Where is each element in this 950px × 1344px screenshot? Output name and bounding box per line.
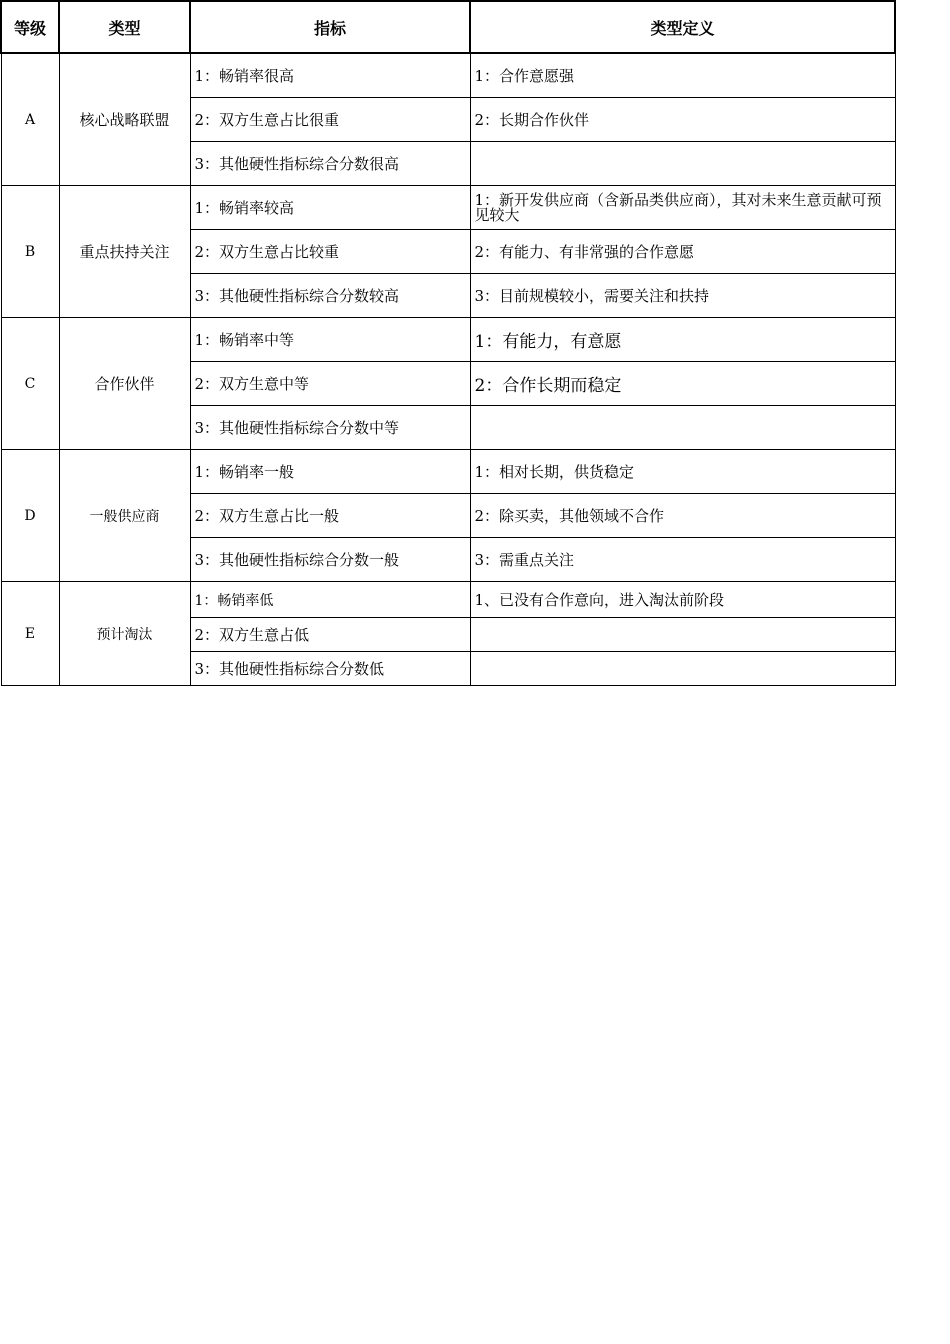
- indicator-cell: 2：双方生意占低: [190, 618, 470, 652]
- definition-cell: [470, 142, 895, 186]
- indicator-cell: 1：畅销率较高: [190, 186, 470, 230]
- indicator-cell: 1：畅销率一般: [190, 450, 470, 494]
- definition-cell: 1：合作意愿强: [470, 53, 895, 98]
- grade-cell: C: [1, 318, 59, 450]
- definition-cell: [470, 652, 895, 686]
- definition-cell: 2：长期合作伙伴: [470, 98, 895, 142]
- supplier-grade-table: [0, 0, 896, 686]
- table-row: [1, 582, 895, 618]
- grade-cell: D: [1, 450, 59, 582]
- indicator-cell: 3：其他硬性指标综合分数一般: [190, 538, 470, 582]
- grade-cell: B: [1, 186, 59, 318]
- indicator-cell: 3：其他硬性指标综合分数低: [190, 652, 470, 686]
- type-cell: 预计淘汰: [59, 582, 190, 686]
- definition-cell: [470, 618, 895, 652]
- type-cell: 合作伙伴: [59, 318, 190, 450]
- table-row: [1, 53, 895, 98]
- type-cell: 核心战略联盟: [59, 53, 190, 186]
- header-grade: 等级: [1, 1, 59, 53]
- table-row: [1, 186, 895, 230]
- type-cell: 一般供应商: [59, 450, 190, 582]
- header-definition: 类型定义: [470, 1, 895, 53]
- type-cell: 重点扶持关注: [59, 186, 190, 318]
- definition-cell: 2：除买卖，其他领域不合作: [470, 494, 895, 538]
- definition-cell: 2：有能力、有非常强的合作意愿: [470, 230, 895, 274]
- table-row: [1, 450, 895, 494]
- indicator-cell: 1：畅销率低: [190, 582, 470, 618]
- definition-cell: 1：有能力，有意愿: [470, 318, 895, 362]
- indicator-cell: 2：双方生意占比一般: [190, 494, 470, 538]
- grade-cell: E: [1, 582, 59, 686]
- definition-cell: 2：合作长期而稳定: [470, 362, 895, 406]
- definition-cell: [470, 406, 895, 450]
- definition-cell: 3：目前规模较小，需要关注和扶持: [470, 274, 895, 318]
- indicator-cell: 2：双方生意占比较重: [190, 230, 470, 274]
- table-row: [1, 318, 895, 362]
- indicator-cell: 1：畅销率中等: [190, 318, 470, 362]
- indicator-cell: 3：其他硬性指标综合分数很高: [190, 142, 470, 186]
- definition-cell: 1：新开发供应商（含新品类供应商），其对未来生意贡献可预见较大: [470, 186, 895, 230]
- header-type: 类型: [59, 1, 190, 53]
- indicator-cell: 2：双方生意中等: [190, 362, 470, 406]
- indicator-cell: 1：畅销率很高: [190, 53, 470, 98]
- indicator-cell: 3：其他硬性指标综合分数中等: [190, 406, 470, 450]
- header-indicator: 指标: [190, 1, 470, 53]
- definition-cell: 1：相对长期，供货稳定: [470, 450, 895, 494]
- grade-cell: A: [1, 53, 59, 186]
- indicator-cell: 3：其他硬性指标综合分数较高: [190, 274, 470, 318]
- definition-cell: 1、已没有合作意向，进入淘汰前阶段: [470, 582, 895, 618]
- indicator-cell: 2：双方生意占比很重: [190, 98, 470, 142]
- definition-cell: 3：需重点关注: [470, 538, 895, 582]
- header-row: [1, 1, 895, 53]
